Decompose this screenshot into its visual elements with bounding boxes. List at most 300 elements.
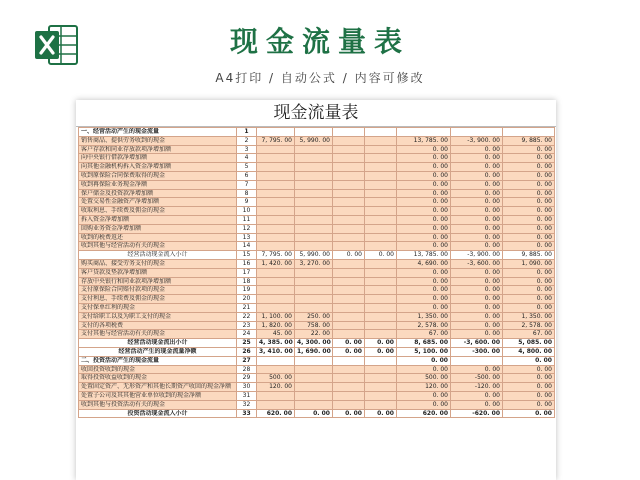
value-cell[interactable]: 0. 00: [503, 180, 555, 189]
value-cell[interactable]: [365, 400, 397, 409]
value-cell[interactable]: 0. 00: [503, 277, 555, 286]
row-line-number[interactable]: 29: [237, 374, 257, 383]
value-cell[interactable]: [295, 383, 333, 392]
value-cell[interactable]: 0. 00: [503, 189, 555, 198]
value-cell[interactable]: 4, 690. 00: [397, 259, 451, 268]
value-cell[interactable]: [333, 356, 365, 365]
value-cell[interactable]: [257, 242, 295, 251]
value-cell[interactable]: 2, 578. 00: [503, 321, 555, 330]
row-item-name[interactable]: 收到原保险合同保费取得的现金: [79, 171, 237, 180]
value-cell[interactable]: [257, 277, 295, 286]
value-cell[interactable]: [365, 383, 397, 392]
value-cell[interactable]: 758. 00: [295, 321, 333, 330]
value-cell[interactable]: 0. 00: [397, 145, 451, 154]
value-cell[interactable]: 500. 00: [397, 374, 451, 383]
value-cell[interactable]: [365, 268, 397, 277]
row-line-number[interactable]: 5: [237, 163, 257, 172]
value-cell[interactable]: 0. 00: [397, 400, 451, 409]
value-cell[interactable]: 0. 00: [503, 356, 555, 365]
value-cell[interactable]: [257, 286, 295, 295]
row-item-name[interactable]: 经营活动现金流出小计: [79, 339, 237, 348]
value-cell[interactable]: 0. 00: [451, 180, 503, 189]
value-cell[interactable]: 1, 350. 00: [397, 312, 451, 321]
value-cell[interactable]: [365, 215, 397, 224]
value-cell[interactable]: 13, 785. 00: [397, 251, 451, 260]
value-cell[interactable]: [333, 207, 365, 216]
value-cell[interactable]: 0. 00: [397, 391, 451, 400]
row-line-number[interactable]: 22: [237, 312, 257, 321]
value-cell[interactable]: [257, 215, 295, 224]
value-cell[interactable]: [257, 163, 295, 172]
value-cell[interactable]: [295, 286, 333, 295]
value-cell[interactable]: [257, 171, 295, 180]
row-line-number[interactable]: 33: [237, 409, 257, 418]
row-line-number[interactable]: 1: [237, 128, 257, 137]
value-cell[interactable]: [295, 128, 333, 137]
value-cell[interactable]: [333, 198, 365, 207]
row-item-name[interactable]: 处置交易性金融资产净增加额: [79, 198, 237, 207]
value-cell[interactable]: [257, 198, 295, 207]
value-cell[interactable]: [365, 171, 397, 180]
value-cell[interactable]: [333, 303, 365, 312]
value-cell[interactable]: [295, 145, 333, 154]
row-item-name[interactable]: 一、经营活动产生的现金流量: [79, 128, 237, 137]
value-cell[interactable]: 0. 00: [451, 207, 503, 216]
row-item-name[interactable]: 保户储金及投资款净增加额: [79, 189, 237, 198]
value-cell[interactable]: 5, 085. 00: [503, 339, 555, 348]
row-item-name[interactable]: 支付的各项税费: [79, 321, 237, 330]
row-line-number[interactable]: 17: [237, 268, 257, 277]
value-cell[interactable]: 0. 00: [451, 312, 503, 321]
value-cell[interactable]: 0. 00: [503, 163, 555, 172]
value-cell[interactable]: [365, 163, 397, 172]
value-cell[interactable]: 0. 00: [451, 215, 503, 224]
value-cell[interactable]: [333, 163, 365, 172]
value-cell[interactable]: [257, 233, 295, 242]
value-cell[interactable]: [333, 391, 365, 400]
value-cell[interactable]: -3, 900. 00: [451, 251, 503, 260]
value-cell[interactable]: -620. 00: [451, 409, 503, 418]
value-cell[interactable]: 0. 00: [451, 330, 503, 339]
row-line-number[interactable]: 4: [237, 154, 257, 163]
row-item-name[interactable]: 取得投资收益收到的现金: [79, 374, 237, 383]
value-cell[interactable]: 0. 00: [397, 295, 451, 304]
row-item-name[interactable]: 支付利息、手续费及佣金的现金: [79, 295, 237, 304]
row-item-name[interactable]: 回购业务资金净增加额: [79, 224, 237, 233]
value-cell[interactable]: [257, 224, 295, 233]
value-cell[interactable]: [333, 154, 365, 163]
value-cell[interactable]: [365, 312, 397, 321]
value-cell[interactable]: 0. 00: [503, 242, 555, 251]
value-cell[interactable]: 0. 00: [451, 303, 503, 312]
value-cell[interactable]: [333, 374, 365, 383]
value-cell[interactable]: [295, 207, 333, 216]
row-item-name[interactable]: 收取利息、手续费及佣金的现金: [79, 207, 237, 216]
value-cell[interactable]: [295, 295, 333, 304]
value-cell[interactable]: [365, 189, 397, 198]
value-cell[interactable]: [333, 180, 365, 189]
row-item-name[interactable]: 处置固定资产、无形资产和其他长期资产收回的现金净额: [79, 383, 237, 392]
row-item-name[interactable]: 处置子公司及其其他营业单位收到的现金净额: [79, 391, 237, 400]
value-cell[interactable]: 0. 00: [397, 171, 451, 180]
row-item-name[interactable]: 二、投资活动产生的现金流量: [79, 356, 237, 365]
value-cell[interactable]: [295, 242, 333, 251]
value-cell[interactable]: 0. 00: [451, 295, 503, 304]
value-cell[interactable]: [257, 268, 295, 277]
row-item-name[interactable]: 投资活动现金流入小计: [79, 409, 237, 418]
value-cell[interactable]: 0. 00: [503, 154, 555, 163]
row-item-name[interactable]: 收到的税费返还: [79, 233, 237, 242]
row-item-name[interactable]: 支付给职工以及为职工支付的现金: [79, 312, 237, 321]
value-cell[interactable]: 0. 00: [451, 400, 503, 409]
value-cell[interactable]: 620. 00: [257, 409, 295, 418]
row-item-name[interactable]: 向其他金融机构拆入资金净增加额: [79, 163, 237, 172]
value-cell[interactable]: [365, 277, 397, 286]
row-line-number[interactable]: 32: [237, 400, 257, 409]
value-cell[interactable]: [295, 356, 333, 365]
row-line-number[interactable]: 21: [237, 303, 257, 312]
value-cell[interactable]: [295, 198, 333, 207]
row-line-number[interactable]: 24: [237, 330, 257, 339]
value-cell[interactable]: [365, 224, 397, 233]
value-cell[interactable]: 4, 800. 00: [503, 347, 555, 356]
row-line-number[interactable]: 16: [237, 259, 257, 268]
row-line-number[interactable]: 13: [237, 233, 257, 242]
value-cell[interactable]: 8, 685. 00: [397, 339, 451, 348]
value-cell[interactable]: 0. 00: [397, 198, 451, 207]
value-cell[interactable]: 45. 00: [257, 330, 295, 339]
value-cell[interactable]: 0. 00: [503, 224, 555, 233]
value-cell[interactable]: 120. 00: [257, 383, 295, 392]
value-cell[interactable]: 4, 385. 00: [257, 339, 295, 348]
row-line-number[interactable]: 30: [237, 383, 257, 392]
value-cell[interactable]: 0. 00: [365, 251, 397, 260]
value-cell[interactable]: 0. 00: [397, 365, 451, 374]
value-cell[interactable]: 0. 00: [451, 189, 503, 198]
value-cell[interactable]: [503, 128, 555, 137]
value-cell[interactable]: 0. 00: [503, 286, 555, 295]
row-item-name[interactable]: 收到再保险业务现金净额: [79, 180, 237, 189]
row-item-name[interactable]: 购买商品、接受劳务支付的现金: [79, 259, 237, 268]
value-cell[interactable]: [333, 224, 365, 233]
value-cell[interactable]: [365, 145, 397, 154]
value-cell[interactable]: [333, 268, 365, 277]
value-cell[interactable]: 0. 00: [397, 224, 451, 233]
value-cell[interactable]: [295, 189, 333, 198]
row-line-number[interactable]: 23: [237, 321, 257, 330]
row-item-name[interactable]: 支付保单红利的现金: [79, 303, 237, 312]
row-item-name[interactable]: 收回投资收到的现金: [79, 365, 237, 374]
value-cell[interactable]: 0. 00: [397, 180, 451, 189]
value-cell[interactable]: 0. 00: [451, 242, 503, 251]
value-cell[interactable]: [333, 233, 365, 242]
value-cell[interactable]: 0. 00: [333, 347, 365, 356]
row-line-number[interactable]: 28: [237, 365, 257, 374]
value-cell[interactable]: 0. 00: [503, 295, 555, 304]
value-cell[interactable]: [295, 391, 333, 400]
value-cell[interactable]: 0. 00: [365, 409, 397, 418]
value-cell[interactable]: 5, 100. 00: [397, 347, 451, 356]
value-cell[interactable]: 0. 00: [397, 277, 451, 286]
value-cell[interactable]: [333, 330, 365, 339]
value-cell[interactable]: 1, 690. 00: [295, 347, 333, 356]
value-cell[interactable]: -3, 600. 00: [451, 259, 503, 268]
value-cell[interactable]: [365, 286, 397, 295]
value-cell[interactable]: [365, 180, 397, 189]
value-cell[interactable]: [333, 383, 365, 392]
value-cell[interactable]: [257, 180, 295, 189]
value-cell[interactable]: [295, 215, 333, 224]
value-cell[interactable]: 0. 00: [397, 154, 451, 163]
row-line-number[interactable]: 9: [237, 198, 257, 207]
value-cell[interactable]: -300. 00: [451, 347, 503, 356]
value-cell[interactable]: 3, 270. 00: [295, 259, 333, 268]
value-cell[interactable]: 22. 00: [295, 330, 333, 339]
value-cell[interactable]: [257, 295, 295, 304]
row-line-number[interactable]: 3: [237, 145, 257, 154]
value-cell[interactable]: -3, 600. 00: [451, 339, 503, 348]
value-cell[interactable]: [333, 128, 365, 137]
row-item-name[interactable]: 经营活动现金流入小计: [79, 251, 237, 260]
value-cell[interactable]: 13, 785. 00: [397, 136, 451, 145]
value-cell[interactable]: [295, 180, 333, 189]
row-line-number[interactable]: 11: [237, 215, 257, 224]
value-cell[interactable]: [365, 154, 397, 163]
value-cell[interactable]: [365, 391, 397, 400]
value-cell[interactable]: 0. 00: [503, 268, 555, 277]
value-cell[interactable]: 1, 420. 00: [257, 259, 295, 268]
value-cell[interactable]: [295, 303, 333, 312]
value-cell[interactable]: 0. 00: [451, 277, 503, 286]
row-item-name[interactable]: 客户存款和同业存放款项净增加额: [79, 145, 237, 154]
value-cell[interactable]: 0. 00: [503, 215, 555, 224]
value-cell[interactable]: [365, 330, 397, 339]
value-cell[interactable]: 0. 00: [451, 198, 503, 207]
value-cell[interactable]: 0. 00: [333, 409, 365, 418]
row-line-number[interactable]: 2: [237, 136, 257, 145]
value-cell[interactable]: 4, 300. 00: [295, 339, 333, 348]
value-cell[interactable]: [333, 171, 365, 180]
row-item-name[interactable]: 存放中央银行和同业款项净增加额: [79, 277, 237, 286]
value-cell[interactable]: [365, 356, 397, 365]
value-cell[interactable]: [365, 198, 397, 207]
value-cell[interactable]: [295, 171, 333, 180]
row-line-number[interactable]: 31: [237, 391, 257, 400]
value-cell[interactable]: 0. 00: [451, 268, 503, 277]
value-cell[interactable]: 0. 00: [451, 233, 503, 242]
row-item-name[interactable]: 收到其他与经营活动有关的现金: [79, 242, 237, 251]
value-cell[interactable]: [257, 154, 295, 163]
value-cell[interactable]: [365, 321, 397, 330]
value-cell[interactable]: [333, 365, 365, 374]
value-cell[interactable]: 0. 00: [451, 145, 503, 154]
value-cell[interactable]: 1, 820. 00: [257, 321, 295, 330]
value-cell[interactable]: 2, 578. 00: [397, 321, 451, 330]
value-cell[interactable]: 0. 00: [451, 163, 503, 172]
row-line-number[interactable]: 6: [237, 171, 257, 180]
table-row: [79, 409, 555, 418]
value-cell[interactable]: 0. 00: [397, 286, 451, 295]
value-cell[interactable]: 3, 410. 00: [257, 347, 295, 356]
row-item-name[interactable]: 向中央银行借款净增加额: [79, 154, 237, 163]
row-line-number[interactable]: 8: [237, 189, 257, 198]
value-cell[interactable]: 1, 350. 00: [503, 312, 555, 321]
value-cell[interactable]: 0. 00: [503, 145, 555, 154]
value-cell[interactable]: [333, 312, 365, 321]
value-cell[interactable]: 0. 00: [451, 224, 503, 233]
value-cell[interactable]: [365, 233, 397, 242]
value-cell[interactable]: 120. 00: [397, 383, 451, 392]
value-cell[interactable]: 5, 990. 00: [295, 136, 333, 145]
value-cell[interactable]: 7, 795. 00: [257, 136, 295, 145]
value-cell[interactable]: [365, 136, 397, 145]
value-cell[interactable]: 0. 00: [503, 233, 555, 242]
value-cell[interactable]: 0. 00: [397, 356, 451, 365]
row-line-number[interactable]: 7: [237, 180, 257, 189]
value-cell[interactable]: [257, 189, 295, 198]
row-line-number[interactable]: 15: [237, 251, 257, 260]
value-cell[interactable]: [295, 268, 333, 277]
value-cell[interactable]: [451, 356, 503, 365]
value-cell[interactable]: [257, 400, 295, 409]
value-cell[interactable]: 0. 00: [397, 268, 451, 277]
value-cell[interactable]: [295, 400, 333, 409]
value-cell[interactable]: 0. 00: [503, 409, 555, 418]
value-cell[interactable]: [333, 242, 365, 251]
value-cell[interactable]: 0. 00: [397, 303, 451, 312]
value-cell[interactable]: 0. 00: [503, 198, 555, 207]
value-cell[interactable]: [333, 215, 365, 224]
value-cell[interactable]: 1, 090. 00: [503, 259, 555, 268]
row-item-name[interactable]: 支付原保险合同赔付款项的现金: [79, 286, 237, 295]
value-cell[interactable]: 67. 00: [503, 330, 555, 339]
value-cell[interactable]: [295, 277, 333, 286]
row-line-number[interactable]: 10: [237, 207, 257, 216]
row-line-number[interactable]: 25: [237, 339, 257, 348]
value-cell[interactable]: 0. 00: [397, 189, 451, 198]
value-cell[interactable]: [451, 128, 503, 137]
value-cell[interactable]: [365, 374, 397, 383]
row-line-number[interactable]: 18: [237, 277, 257, 286]
value-cell[interactable]: [295, 224, 333, 233]
value-cell[interactable]: 0. 00: [451, 286, 503, 295]
row-item-name[interactable]: 经营活动产生的现金流量净额: [79, 347, 237, 356]
value-cell[interactable]: [365, 295, 397, 304]
value-cell[interactable]: -120. 00: [451, 383, 503, 392]
value-cell[interactable]: 0. 00: [503, 383, 555, 392]
row-item-name[interactable]: 销售商品、提供劳务收到的现金: [79, 136, 237, 145]
value-cell[interactable]: 0. 00: [503, 400, 555, 409]
value-cell[interactable]: 0. 00: [365, 347, 397, 356]
value-cell[interactable]: [333, 286, 365, 295]
value-cell[interactable]: [333, 277, 365, 286]
row-item-name[interactable]: 收到其他与投资活动有关的现金: [79, 400, 237, 409]
value-cell[interactable]: [257, 207, 295, 216]
value-cell[interactable]: [257, 391, 295, 400]
value-cell[interactable]: 500. 00: [257, 374, 295, 383]
row-line-number[interactable]: 26: [237, 347, 257, 356]
value-cell[interactable]: 0. 00: [397, 215, 451, 224]
value-cell[interactable]: [333, 321, 365, 330]
value-cell[interactable]: 0. 00: [397, 163, 451, 172]
value-cell[interactable]: 0. 00: [451, 321, 503, 330]
row-line-number[interactable]: 19: [237, 286, 257, 295]
value-cell[interactable]: 0. 00: [503, 303, 555, 312]
value-cell[interactable]: 620. 00: [397, 409, 451, 418]
value-cell[interactable]: 0. 00: [365, 339, 397, 348]
value-cell[interactable]: 9, 885. 00: [503, 251, 555, 260]
value-cell[interactable]: 0. 00: [333, 339, 365, 348]
row-line-number[interactable]: 12: [237, 224, 257, 233]
value-cell[interactable]: 0. 00: [333, 251, 365, 260]
value-cell[interactable]: 67. 00: [397, 330, 451, 339]
value-cell[interactable]: 1, 100. 00: [257, 312, 295, 321]
value-cell[interactable]: 0. 00: [397, 207, 451, 216]
value-cell[interactable]: [333, 400, 365, 409]
value-cell[interactable]: 0. 00: [503, 391, 555, 400]
value-cell[interactable]: [257, 128, 295, 137]
value-cell[interactable]: [365, 365, 397, 374]
value-cell[interactable]: 0. 00: [397, 233, 451, 242]
value-cell[interactable]: [333, 189, 365, 198]
value-cell[interactable]: 0. 00: [503, 171, 555, 180]
table-row: [79, 356, 555, 365]
row-line-number[interactable]: 27: [237, 356, 257, 365]
value-cell[interactable]: [365, 303, 397, 312]
row-line-number[interactable]: 14: [237, 242, 257, 251]
value-cell[interactable]: -500. 00: [451, 374, 503, 383]
value-cell[interactable]: [333, 259, 365, 268]
value-cell[interactable]: 0. 00: [295, 409, 333, 418]
table-row: [79, 242, 555, 251]
value-cell[interactable]: 0. 00: [503, 374, 555, 383]
value-cell[interactable]: [295, 365, 333, 374]
value-cell[interactable]: 0. 00: [503, 207, 555, 216]
value-cell[interactable]: [257, 145, 295, 154]
value-cell[interactable]: [365, 242, 397, 251]
value-cell[interactable]: [257, 356, 295, 365]
value-cell[interactable]: 0. 00: [503, 365, 555, 374]
row-item-name[interactable]: 支付其他与经营活动有关的现金: [79, 330, 237, 339]
value-cell[interactable]: -3, 900. 00: [451, 136, 503, 145]
value-cell[interactable]: [295, 233, 333, 242]
value-cell[interactable]: [333, 145, 365, 154]
value-cell[interactable]: [295, 163, 333, 172]
value-cell[interactable]: 250. 00: [295, 312, 333, 321]
value-cell[interactable]: 5, 990. 00: [295, 251, 333, 260]
value-cell[interactable]: [257, 303, 295, 312]
value-cell[interactable]: [333, 295, 365, 304]
value-cell[interactable]: 0. 00: [451, 391, 503, 400]
value-cell[interactable]: 0. 00: [451, 154, 503, 163]
row-line-number[interactable]: 20: [237, 295, 257, 304]
value-cell[interactable]: [295, 154, 333, 163]
row-item-name[interactable]: 客户贷款及垫款净增加额: [79, 268, 237, 277]
value-cell[interactable]: [333, 136, 365, 145]
value-cell[interactable]: 0. 00: [451, 171, 503, 180]
value-cell[interactable]: 9, 885. 00: [503, 136, 555, 145]
value-cell[interactable]: [397, 128, 451, 137]
value-cell[interactable]: 0. 00: [397, 242, 451, 251]
value-cell[interactable]: [365, 128, 397, 137]
value-cell[interactable]: [295, 374, 333, 383]
row-item-name[interactable]: 拆入资金净增加额: [79, 215, 237, 224]
value-cell[interactable]: [365, 259, 397, 268]
value-cell[interactable]: [365, 207, 397, 216]
value-cell[interactable]: 0. 00: [451, 365, 503, 374]
value-cell[interactable]: [257, 365, 295, 374]
value-cell[interactable]: 7, 795. 00: [257, 251, 295, 260]
